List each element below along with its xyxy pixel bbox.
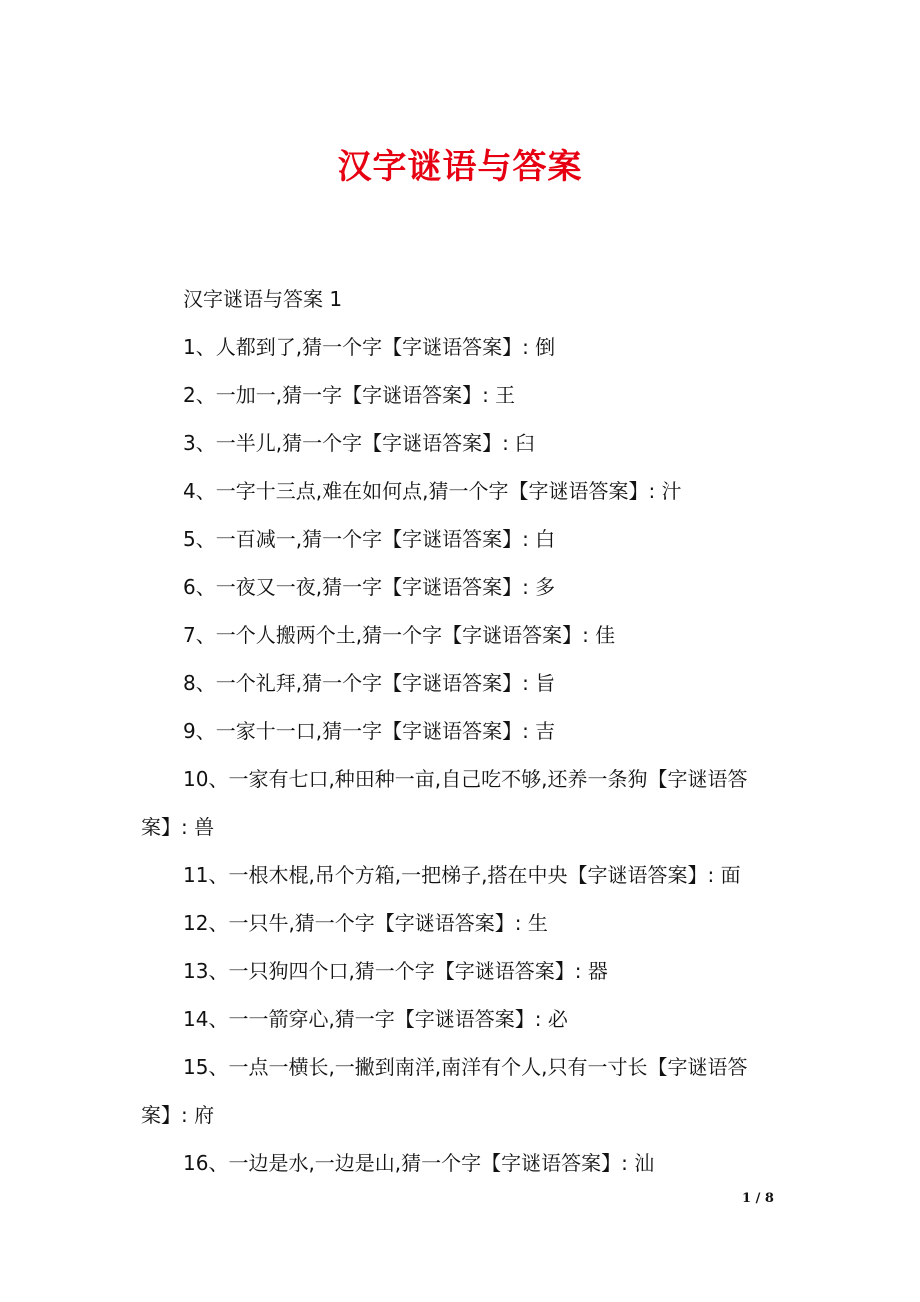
riddle-item-5: 5、一百减一,猜一个字【字谜语答案】: 白 — [183, 527, 556, 551]
riddle-item-4: 4、一字十三点,难在如何点,猜一个字【字谜语答案】: 汁 — [183, 479, 682, 503]
riddle-item-15: 15、一点一横长,一撇到南洋,南洋有个人,只有一寸长【字谜语答案】: 府 — [141, 1055, 748, 1127]
riddle-item-10: 10、一家有七口,种田种一亩,自己吃不够,还养一条狗【字谜语答案】: 兽 — [141, 767, 748, 839]
riddle-item-6: 6、一夜又一夜,猜一字【字谜语答案】: 多 — [183, 575, 556, 599]
document-body — [141, 275, 783, 1187]
riddle-item-11: 11、一根木棍,吊个方箱,一把梯子,搭在中央【字谜语答案】: 面 — [183, 863, 741, 887]
page-number: 1 / 8 — [742, 1191, 774, 1206]
riddle-item-2: 2、一加一,猜一字【字谜语答案】: 王 — [183, 383, 516, 407]
riddle-item-12: 12、一只牛,猜一个字【字谜语答案】: 生 — [183, 911, 548, 935]
riddle-item-16: 16、一边是水,一边是山,猜一个字【字谜语答案】: 汕 — [183, 1151, 655, 1175]
riddle-item-9: 9、一家十一口,猜一字【字谜语答案】: 吉 — [183, 719, 556, 743]
riddle-item-1: 1、人都到了,猜一个字【字谜语答案】: 倒 — [183, 335, 556, 359]
paragraph-heading: 汉字谜语与答案 1 — [183, 287, 343, 311]
riddle-item-7: 7、一个人搬两个土,猜一个字【字谜语答案】: 佳 — [183, 623, 616, 647]
riddle-item-8: 8、一个礼拜,猜一个字【字谜语答案】: 旨 — [183, 671, 556, 695]
document-title: 汉字谜语与答案 — [337, 147, 583, 187]
riddle-item-14: 14、一一箭穿心,猜一字【字谜语答案】: 必 — [183, 1007, 568, 1031]
riddle-item-13: 13、一只狗四个口,猜一个字【字谜语答案】: 器 — [183, 959, 608, 983]
riddle-item-3: 3、一半儿,猜一个字【字谜语答案】: 臼 — [183, 431, 536, 455]
